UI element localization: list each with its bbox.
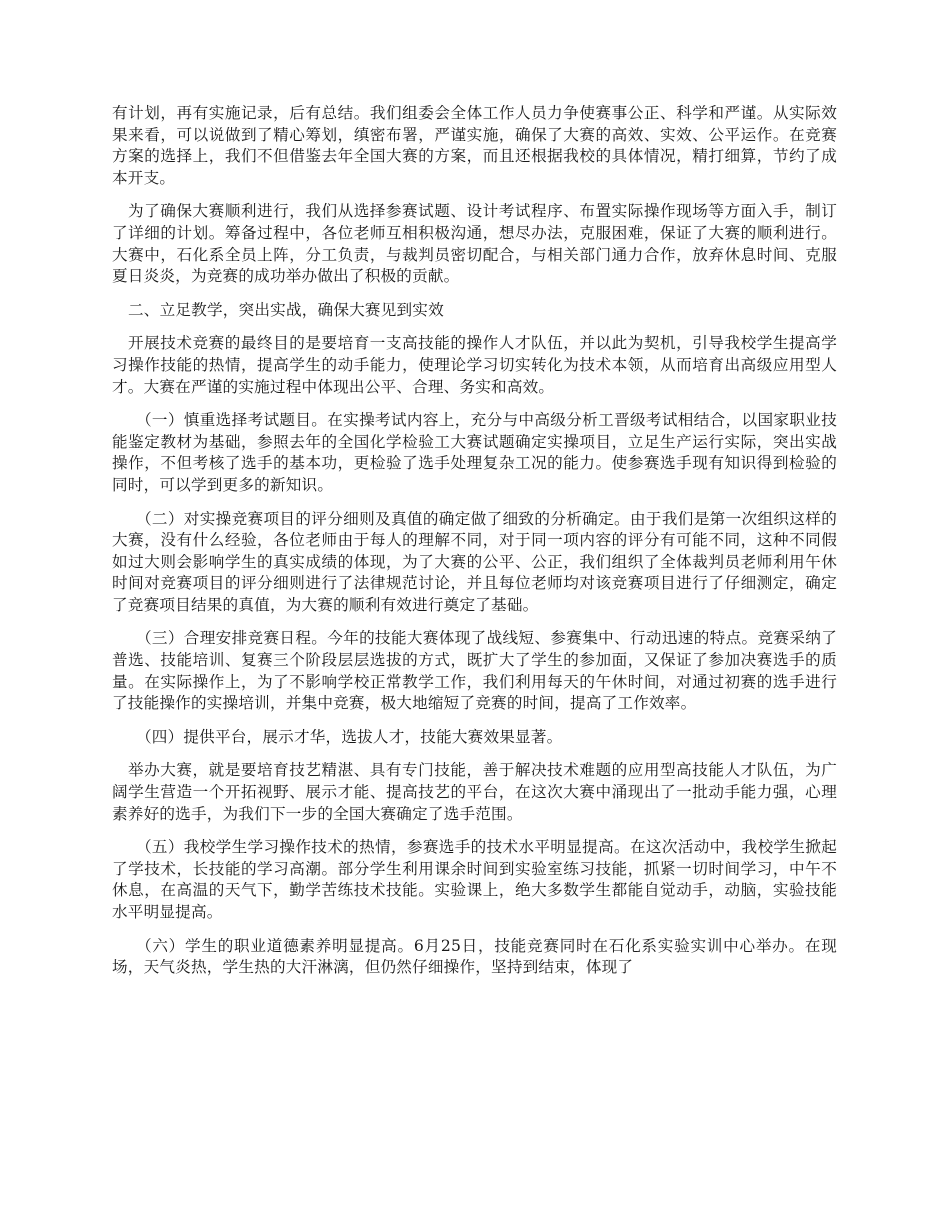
paragraph-item-five: （五）我校学生学习操作技术的热情，参赛选手的技术水平明显提高。在这次活动中，我校学生掀起了学技术，长技能的学习高潮。部分学生利用课余时间到实验室练习技能，抓紧一切时间学习，中午不休息，在高温的天气下，勤学苦练技术技能。实验课上，绝大多数学生都能自觉动手，动脑，实验技能水平明显提高。 [112,838,837,921]
paragraph-hosting-purpose: 举办大赛，就是要培育技艺精湛、具有专门技能，善于解决技术难题的应用型高技能人才队伍，为广阔学生营造一个开拓视野、展示才能、提高技艺的平台，在这次大赛中涌现出了一批动手能力强，心理素养好的选手，为我们下一步的全国大赛确定了选手范围。 [112,761,837,823]
document-page [112,103,837,991]
paragraph-item-two: （二）对实操竞赛项目的评分细则及真值的确定做了细致的分析确定。由于我们是第一次组织这样的大赛，没有什么经验，各位老师由于每人的理解不同，对于同一项内容的评分有可能不同，这种不同假如过大则会影响学生的真实成绩的体现，为了大赛的公平、公正，我们组织了全体裁判员老师利用午休时间对竞赛项目的评分细则进行了法律规范讨论，并且每位老师均对该竞赛项目进行了仔细测定，确定了竞赛项目结果的真值，为大赛的顺利有效进行奠定了基础。 [112,509,837,614]
paragraph-competition-purpose: 开展技术竞赛的最终目的是要培育一支高技能的操作人才队伍，并以此为契机，引导我校学生提高学习操作技能的热情，提高学生的动手能力，使理论学习切实转化为技术本领，从而培育出高级应用型人才。大赛在严谨的实施过程中体现出公平、合理、务实和高效。 [112,334,837,396]
paragraph-item-four: （四）提供平台，展示才华，选拔人才，技能大赛效果显著。 [136,727,563,746]
paragraph-item-one: （一）慎重选择考试题目。在实操考试内容上，充分与中高级分析工晋级考试相结合，以国家职业技能鉴定教材为基础，参照去年的全国化学检验工大赛试题确定实操项目，立足生产运行实际，突出实战操作，不但考核了选手的基本功，更检验了选手处理复杂工况的能力。使参赛选手现有知识得到检验的同时，可以学到更多的新知识。 [112,411,837,494]
paragraph-item-three: （三）合理安排竞赛日程。今年的技能大赛体现了战线短、参赛集中、行动迅速的特点。竞赛采纳了普选、技能培训、复赛三个阶段层层选拔的方式，既扩大了学生的参加面，又保证了参加决赛选手的质量。在实际操作上，为了不影响学校正常教学工作，我们利用每天的午休时间，对通过初赛的选手进行了技能操作的实操培训，并集中竞赛，极大地缩短了竞赛的时间，提高了工作效率。 [112,629,837,713]
paragraph-organization-summary: 有计划，再有实施记录，后有总结。我们组委会全体工作人员力争使赛事公正、科学和严谨。从实际效果来看，可以说做到了精心筹划，缜密布署，严谨实施，确保了大赛的高效、实效、公平运作。在竞赛方案的选择上，我们不但借鉴去年全国大赛的方案，而且还根据我校的具体情况，精打细算，节约了成本开支。 [112,104,837,187]
section-heading-two: 二、立足教学，突出实战，确保大赛见到实效 [128,300,444,319]
paragraph-preparation: 为了确保大赛顺利进行，我们从选择参赛试题、设计考试程序、布置实际操作现场等方面入手，制订了详细的计划。筹备过程中，各位老师互相积极沟通，想尽办法，克服困难，保证了大赛的顺利进行。大赛中，石化系全员上阵，分工负责，与裁判员密切配合，与相关部门通力合作，放弃休息时间、克服夏日炎炎，为竞赛的成功举办做出了积极的贡献。 [112,202,837,286]
paragraph-item-six: （六）学生的职业道德素养明显提高。6月25日，技能竞赛同时在石化系实验实训中心举办。在现场，天气炎热，学生热的大汗淋漓，但仍然仔细操作，坚持到结束，体现了 [112,936,837,977]
